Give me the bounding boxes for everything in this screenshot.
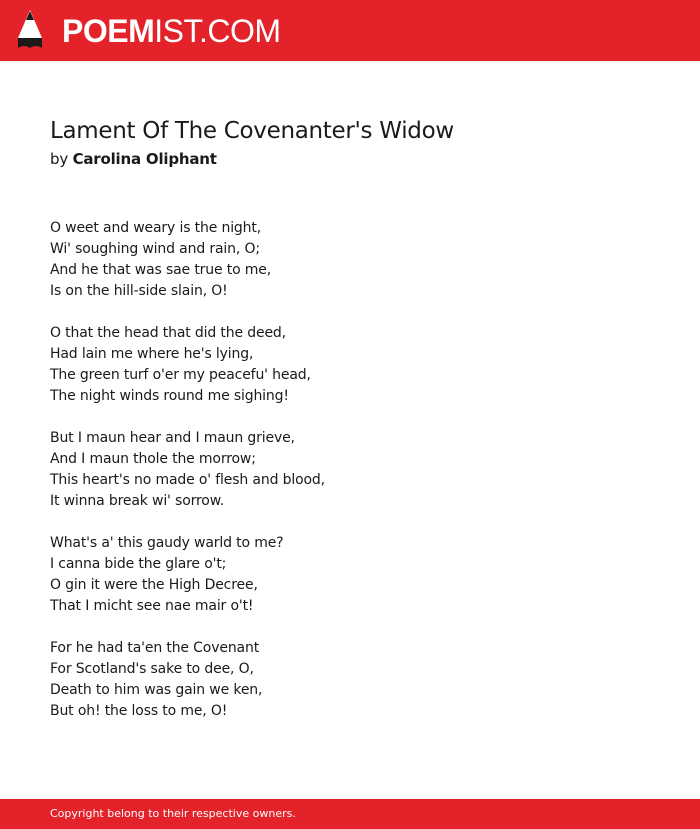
poem-line: But oh! the loss to me, O! xyxy=(50,703,228,719)
poem-line: I canna bide the glare o't; xyxy=(50,556,227,572)
stanza xyxy=(50,533,325,617)
poem-line: Had lain me where he's lying, xyxy=(50,346,254,362)
poem-line: Is on the hill-side slain, O! xyxy=(50,283,228,299)
poem-line: Death to him was gain we ken, xyxy=(50,682,263,698)
poem-line: This heart's no made o' flesh and blood, xyxy=(50,472,325,488)
poem-author: Carolina Oliphant xyxy=(72,150,217,168)
poem-body xyxy=(50,218,325,743)
poem-line: The green turf o'er my peacefu' head, xyxy=(50,367,311,383)
pencil-tip-icon[interactable] xyxy=(17,10,43,51)
poem-line: It winna break wi' sorrow. xyxy=(50,493,225,509)
stanza xyxy=(50,323,325,407)
stanza xyxy=(50,428,325,512)
poem-line: Wi' soughing wind and rain, O; xyxy=(50,241,260,257)
stanza xyxy=(50,218,325,302)
poem-line: O that the head that did the deed, xyxy=(50,325,286,341)
poem-byline xyxy=(50,148,217,170)
poem-line: That I micht see nae mair o't! xyxy=(50,598,254,614)
poem-line: But I maun hear and I maun grieve, xyxy=(50,430,295,446)
logo-text-light: IST.COM xyxy=(154,13,281,49)
poem-line: For Scotland's sake to dee, O, xyxy=(50,661,254,677)
site-logo[interactable] xyxy=(62,12,281,50)
poem-line: O gin it were the High Decree, xyxy=(50,577,258,593)
poem-line: For he had ta'en the Covenant xyxy=(50,640,260,656)
by-label: by xyxy=(50,150,68,168)
poem-line: The night winds round me sighing! xyxy=(50,388,289,404)
logo-text-bold: POEM xyxy=(62,13,155,49)
poem-line: O weet and weary is the night, xyxy=(50,220,262,236)
site-footer xyxy=(0,799,700,829)
poem-line: And he that was sae true to me, xyxy=(50,262,272,278)
stanza xyxy=(50,638,325,722)
poem-line: And I maun thole the morrow; xyxy=(50,451,256,467)
poem-title: Lament Of The Covenanter's Widow xyxy=(50,118,454,144)
site-header xyxy=(0,0,700,61)
copyright-notice: Copyright belong to their respective owners. xyxy=(50,807,296,820)
poem-line: What's a' this gaudy warld to me? xyxy=(50,535,284,551)
